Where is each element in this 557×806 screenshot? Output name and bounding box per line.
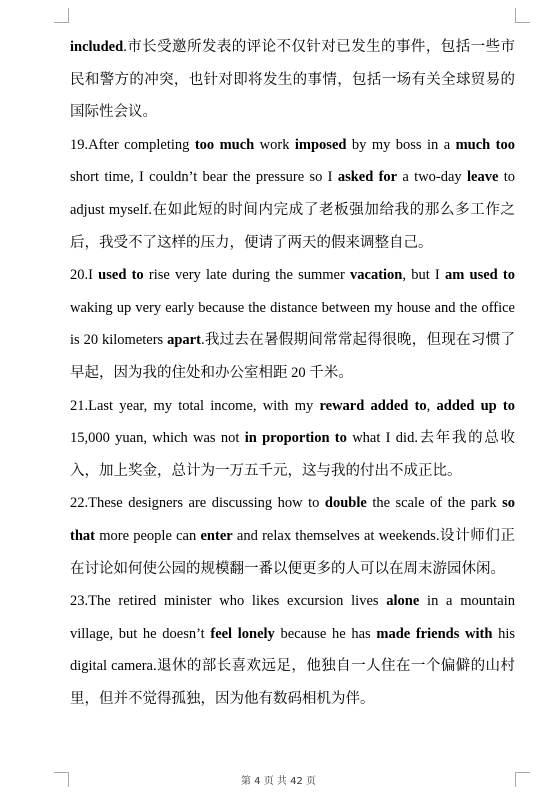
text-run: short time, I couldn’t bear the pressure so I [70,169,338,186]
text-run: by my boss in a [346,136,456,153]
document-body [70,31,515,715]
text-run: because he has [274,625,377,642]
text-run: 22.These designers are discussing how to [70,495,325,512]
bold-phrase: imposed [294,136,347,153]
text-run: , but I [402,267,445,284]
text-run: 21.Last year, my total income, with my [70,397,320,414]
bold-phrase: alone [386,593,420,610]
bold-phrase: too much [194,136,255,153]
paragraph [70,259,515,389]
text-run: more people can [94,527,201,544]
paragraph [70,129,515,259]
text-run: waking up very early because the distance between my house and the office is 20 kilometers [70,299,515,349]
corner-mark-top-left [54,8,69,23]
text-run: what I did.去年我的总收入，加上奖金，总计为一万五千元，这与我的付出不成正比。 [70,430,515,479]
text-run: his digital camera.退休的部长喜欢远足，他独自一人住在一个偏僻的山村里，但并不觉得孤独，因为他有数码相机为伴。 [70,625,515,707]
text-run: work [254,136,295,153]
corner-mark-top-right [515,8,530,23]
bold-phrase: reward added to [319,397,427,414]
bold-phrase: enter [200,527,233,544]
text-run: , [426,397,437,414]
paragraph [70,390,515,488]
text-run: the scale of the park [366,495,503,512]
bold-phrase: am used to [444,267,515,284]
text-run: rise very late during the summer [143,267,351,284]
bold-phrase: apart [167,332,201,349]
paragraph [70,31,515,129]
text-run: 23.The retired minister who likes excursion lives [70,593,387,610]
bold-phrase: made friends with [376,625,493,642]
text-run: .市长受邀所发表的评论不仅针对已发生的事件，包括一些市民和警方的冲突，也针对即将发生的事情，包括一场有关全球贸易的国际性会议。 [70,39,515,121]
paragraph [70,585,515,715]
bold-phrase: feel lonely [210,625,275,642]
text-run: in a mountain village, but he doesn’t [70,593,515,642]
text-run: a two-day [397,169,467,186]
text-run: to adjust myself.在如此短的时间内完成了老板强加给我的那么多工作之后，我受不了这样的压力，便请了两天的假来调整自己。 [70,169,515,251]
paragraph [70,487,515,585]
bold-phrase: leave [467,169,499,186]
text-run: .我过去在暑假期间常常起得很晚，但现在习惯了早起，因为我的住处和办公室相距 20 千米。 [70,332,515,381]
bold-phrase: added up to [436,397,515,414]
bold-phrase: in proportion to [244,430,347,447]
bold-phrase: vacation [350,267,403,284]
bold-phrase: asked for [337,169,398,186]
text-run: 15,000 yuan, which was not [70,430,245,447]
text-run: 20.I [70,267,99,284]
bold-phrase: used to [98,267,144,284]
text-run: and relax themselves at weekends.设计师们正在讨论如何使公园的规模翻一番以便更多的人可以在周末游园休闲。 [70,527,515,577]
bold-phrase: included [70,39,124,55]
page-footer: 第 4 页 共 42 页 [241,776,316,787]
bold-phrase: much too [455,136,515,153]
bold-phrase: double [324,495,367,512]
text-run: 19.After completing [70,136,195,153]
bold-phrase: so that [70,495,515,544]
